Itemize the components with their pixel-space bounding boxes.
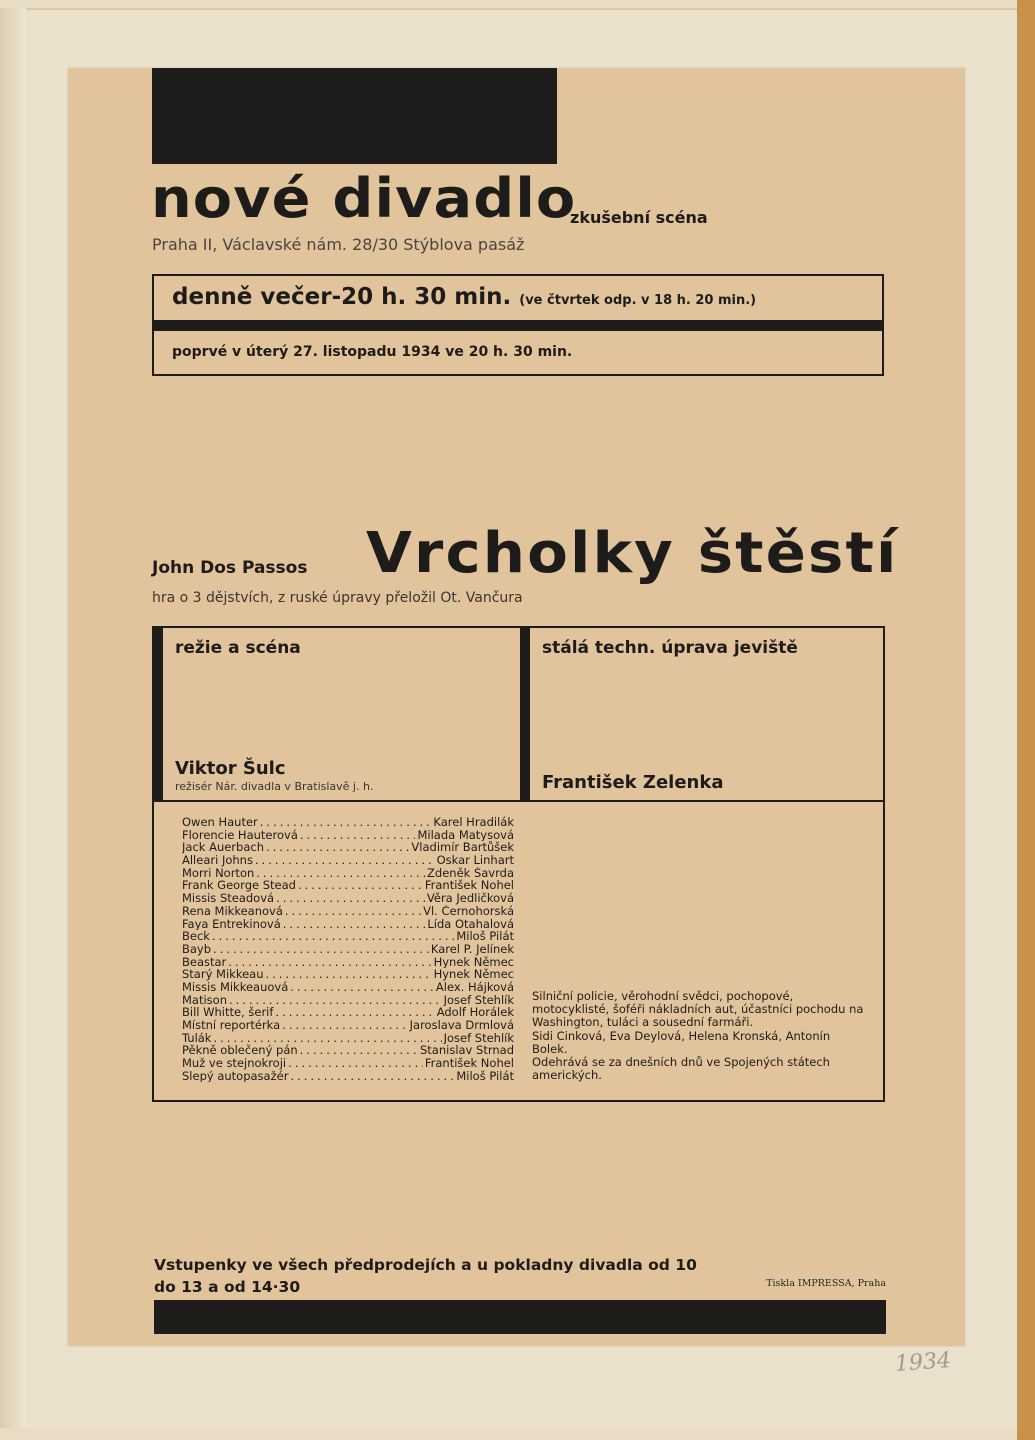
cast-actor: Hynek Němec xyxy=(433,955,514,969)
cast-role: Bill Whitte, šerif xyxy=(182,1006,274,1019)
cast-row xyxy=(182,1006,514,1019)
cast-row xyxy=(182,867,514,880)
cast-row xyxy=(182,1044,514,1057)
cast-role: Owen Hauter xyxy=(182,816,258,829)
cast-actor: Zdeněk Šavrda xyxy=(427,866,514,880)
cast-actor: František Nohel xyxy=(424,879,514,893)
cast-row xyxy=(182,892,514,905)
book-gutter xyxy=(0,8,26,1428)
cast-actor: Milada Matysová xyxy=(417,828,514,842)
cast-role: Florencie Hauterová xyxy=(182,828,298,842)
book-cover-edge xyxy=(1017,0,1035,1440)
cast-row xyxy=(182,1019,514,1032)
play-title: Vrcholky štěstí xyxy=(366,521,899,586)
credit-stage-technics xyxy=(520,628,883,800)
play-subtitle: hra o 3 dějstvích, z ruské úpravy přeložil Ot. Vančura xyxy=(152,590,523,606)
cast-actor: Věra Jedličková xyxy=(426,892,514,905)
cast-actor: František Nohel xyxy=(424,1057,514,1070)
cast-actor: Josef Stehlík xyxy=(443,993,514,1007)
showtimes-divider xyxy=(154,320,882,331)
cast-role: Tulák xyxy=(182,1031,212,1045)
cast-role: Morri Norton xyxy=(182,866,255,880)
cast-row xyxy=(182,981,514,994)
playbill-poster xyxy=(68,68,965,1346)
cast-actor: Karel Hradilák xyxy=(433,816,514,829)
credit-heading: stálá techn. úprava jeviště xyxy=(542,638,798,658)
cast-role: Alleari Johns xyxy=(182,854,253,867)
play-author: John Dos Passos xyxy=(152,558,308,578)
cast-actor: Hynek Němec xyxy=(433,968,514,981)
cast-role: Missis Steadová xyxy=(182,892,275,905)
cast-role: Matison xyxy=(182,993,227,1007)
cast-actor: Josef Stehlík xyxy=(443,1031,514,1045)
cast-row xyxy=(182,930,514,943)
cast-role: Beck xyxy=(182,930,210,943)
printer-imprint: Tiskla IMPRESSA, Praha xyxy=(766,1278,886,1289)
ensemble-line: Odehrává se za dnešních dnů ve Spojených státech amerických. xyxy=(532,1055,830,1083)
cast-row xyxy=(182,816,514,829)
cast-list xyxy=(182,816,514,1082)
cast-actor: Vl. Černohorská xyxy=(423,904,514,918)
daily-showtime xyxy=(172,284,756,310)
cast-row xyxy=(182,1057,514,1070)
cast-row xyxy=(182,1032,514,1045)
ensemble-line: Sidi Cinková, Eva Deylová, Helena Kronská, Antonín Bolek. xyxy=(532,1028,831,1056)
cast-actor: Stanislav Strnad xyxy=(419,1044,514,1058)
premiere-date: poprvé v úterý 27. listopadu 1934 ve 20 h. 30 min. xyxy=(172,344,573,360)
credits-box xyxy=(152,626,885,802)
cast-role: Jack Auerbach xyxy=(182,841,264,855)
bottom-black-bar xyxy=(154,1300,886,1334)
cast-actor: Alex. Hájková xyxy=(435,980,514,994)
cast-actor: Miloš Pilát xyxy=(456,930,514,943)
daily-showtime-note: (ve čtvrtek odp. v 18 h. 20 min.) xyxy=(519,293,757,308)
daily-showtime-main: denně večer-20 h. 30 min. xyxy=(172,284,512,310)
cast-role: Faya Entrekinová xyxy=(182,917,281,931)
cast-role: Beastar xyxy=(182,955,227,969)
stage-label: zkušební scéna xyxy=(570,208,708,227)
cast-actor: Miloš Pilát xyxy=(456,1069,514,1083)
cast-role: Rena Mikkeanová xyxy=(182,904,283,918)
cast-actor: Adolf Horálek xyxy=(436,1006,514,1019)
pencil-annotation: 1934 xyxy=(894,1348,952,1377)
cast-box xyxy=(152,802,885,1102)
cast-role: Missis Mikkeauová xyxy=(182,980,289,994)
cast-role: Muž ve stejnokroji xyxy=(182,1057,287,1070)
cast-role: Starý Mikkeau xyxy=(182,968,264,981)
theatre-address: Praha II, Václavské nám. 28/30 Stýblova pasáž xyxy=(152,235,525,254)
cast-row xyxy=(182,968,514,981)
ensemble-line: Silniční policie, věrohodní svědci, pochopové, motocyklisté, šoféři nákladních aut, účastníci pochodu na Washington, tuláci a sousední farmáři. xyxy=(532,989,864,1030)
credit-name: František Zelenka xyxy=(542,772,724,793)
cast-row xyxy=(182,918,514,931)
cast-actor: Lída Otahalová xyxy=(427,917,514,931)
credit-name: Viktor Šulc xyxy=(175,758,286,779)
cast-role: Frank George Stead xyxy=(182,879,296,893)
cast-actor: Vladimír Bartůšek xyxy=(411,841,514,855)
cast-role: Slepý autopasažér xyxy=(182,1069,289,1083)
showtimes-box xyxy=(152,274,884,376)
credit-direction xyxy=(154,628,518,800)
cast-row xyxy=(182,879,514,892)
cast-row xyxy=(182,841,514,854)
credit-heading: režie a scéna xyxy=(175,638,301,658)
cast-role: Pěkně oblečený pán xyxy=(182,1044,298,1058)
cast-row xyxy=(182,854,514,867)
cast-row xyxy=(182,994,514,1007)
cast-actor: Karel P. Jelínek xyxy=(430,942,514,956)
theatre-name: nové divadlo xyxy=(151,167,577,230)
ticket-info-line: Vstupenky ve všech předprodejích a u pokladny divadla od 10 do 13 a od 14·30 xyxy=(154,1256,697,1296)
cast-row xyxy=(182,829,514,842)
cast-role: Bayb xyxy=(182,942,212,956)
cast-role: Místní reportérka xyxy=(182,1019,281,1032)
cast-actor: Oskar Linhart xyxy=(436,854,514,867)
cast-row xyxy=(182,943,514,956)
top-black-bar xyxy=(152,68,557,164)
ensemble-notes xyxy=(532,990,864,1082)
credit-note: režisér Nár. divadla v Bratislavě j. h. xyxy=(175,780,374,793)
cast-row xyxy=(182,956,514,969)
cast-actor: Jaroslava Drmlová xyxy=(409,1019,514,1032)
cast-row xyxy=(182,1070,514,1083)
cast-row xyxy=(182,905,514,918)
